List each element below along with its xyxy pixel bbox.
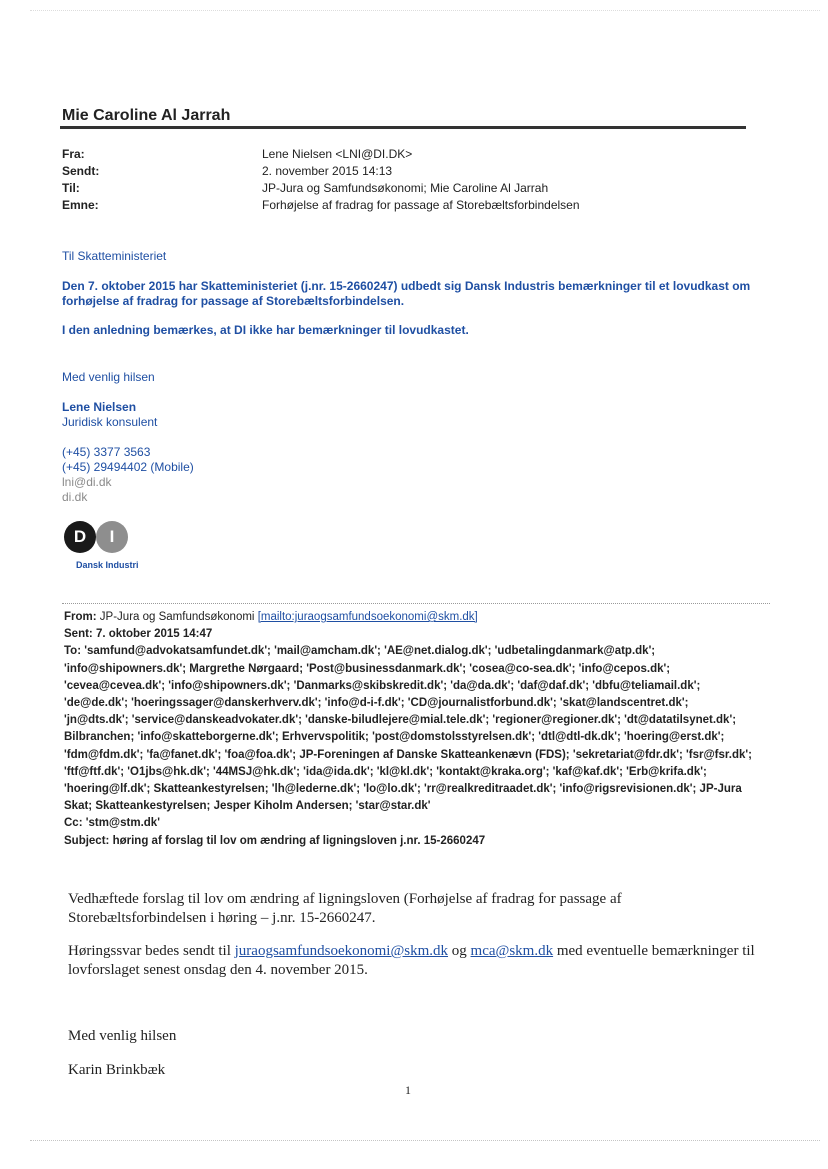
forwarded-from-mailto[interactable]: [mailto:juraogsamfundsoekonomi@skm.dk] [257,611,478,623]
di-logo-caption: Dansk Industri [76,560,139,570]
sent-value: 2. november 2015 14:13 [262,164,393,178]
signature-phone: (+45) 3377 3563 [62,445,151,459]
forwarded-subject-value: høring af forslag til lov om ændring af ligningsloven j.nr. 15-2660247 [112,834,486,847]
scan-bottom-edge [30,1140,820,1141]
forwarded-sent-value: 7. oktober 2015 14:47 [95,628,213,641]
email-link-mca[interactable]: mca@skm.dk [470,943,554,959]
signature-email[interactable]: lni@di.dk [62,475,112,489]
from-value: Lene Nielsen <LNI@DI.DK> [262,147,413,161]
forwarded-to-value: 'samfund@advokatsamfundet.dk'; 'mail@amcham.dk'; 'AE@net.dialog.dk'; 'udbetalingdanmark@atp.dk'; 'info@shipowners.dk'; Margrethe Nørgaard; 'Post@businessdanmark.dk'; 'cosea@co-sea.dk'; 'info@cepos.dk'; 'cevea@cevea.dk'; 'info@shipowners.dk'; 'Danmarks@skibskredit.dk'; 'da@da.dk'; 'daf@daf.dk'; 'dbfu@teliamail.dk'; 'de@de.dk'; 'hoeringssager@danskerhverv.dk'; 'info@d-i-f.dk'; 'CD@journalistforbund.dk'; 'skat@landscentret.dk'; 'jn@dts.dk'; 'service@danskeadvokater.dk'; 'danske-biludlejere@mial.tele.dk'; 'regioner@regioner.dk'; 'dt@datatilsynet.dk'; Bilbranchen; 'info@skatteborgerne.dk'; Erhvervspolitik; 'post@domstolsstyrelsen.dk'; 'dtl@dtl-dk.dk'; 'hoering@erst.dk'; 'fdm@fdm.dk'; 'fa@fanet.dk'; 'foa@foa.dk'; JP-Foreningen af Danske Skatteankenævn (FDS); 'sekretariat@fdr.dk'; 'fsr@fsr.dk'; 'ftf@ftf.dk'; 'O1jbs@hk.dk'; '44MSJ@hk.dk'; 'ida@ida.dk'; 'kl@kl.dk'; 'kontakt@kraka.org'; 'kaf@kaf.dk'; 'Erb@krifa.dk'; 'hoering@lf.dk'; Skatteankestyrelsen; 'lh@lederne.dk'; 'lo@lo.dk'; 'rr@realkreditraadet.dk'; 'info@rigsrevisionen.dk'; JP-Jura Skat; Skatteankestyrelsen; Jesper Kiholm Andersen; 'star@star.dk' [64,645,752,813]
forward-divider [62,603,770,604]
from-label: Fra: [62,147,85,161]
signature-title: Juridisk konsulent [62,415,158,429]
forwarded-sent-line [64,626,754,643]
mailbox-owner-name: Mie Caroline Al Jarrah [62,107,231,124]
forwarded-paragraph-1: Vedhæftede forslag til lov om ændring af ligningsloven (Forhøjelse af fradrag for passage af Storebæltsforbindelsen i høring – j.nr. 15-2660247. [68,891,622,926]
forwarded-from-line [64,609,754,626]
di-logo-d: D [64,521,96,553]
header-rule [60,126,746,129]
forwarded-subject-label: Subject: [64,834,110,847]
forwarded-cc-label: Cc: [64,817,83,830]
to-value: JP-Jura og Samfundsøkonomi; Mie Caroline Al Jarrah [262,181,549,195]
forwarded-from-label: From: [64,611,97,623]
to-label: Til: [62,181,80,195]
reply-paragraph-1: Den 7. oktober 2015 har Skatteministeriet (j.nr. 15-2660247) udbedt sig Dansk Industris bemærkninger til et lovudkast om forhøjelse af fradrag for passage af Storebæltsforbindelsen. [62,279,751,308]
forwarded-from-value: JP-Jura og Samfundsøkonomi [99,611,255,623]
forwarded-closing: Med venlig hilsen [68,1028,177,1044]
reply-paragraph-2: I den anledning bemærkes, at DI ikke har bemærkninger til lovudkastet. [62,323,469,337]
forwarded-cc-value: 'stm@stm.dk' [85,817,160,830]
forwarded-sent-label: Sent: [64,628,93,641]
forwarded-cc-line [64,815,754,832]
salutation: Til Skatteministeriet [62,249,167,263]
forwarded-paragraph-2-suffix: med eventuelle bemærkninger til lovforslaget senest onsdag den 4. november 2015. [68,943,755,978]
email-link-juraogsamfundsoekonomi[interactable]: juraogsamfundsoekonomi@skm.dk [234,943,449,959]
subject-value: Forhøjelse af fradrag for passage af Storebæltsforbindelsen [262,198,580,212]
page-number: 1 [405,1083,411,1097]
forwarded-subject-line [64,833,754,850]
signature-website[interactable]: di.dk [62,490,88,504]
forwarded-to-line [64,643,754,815]
signature-mobile: (+45) 29494402 (Mobile) [62,460,194,474]
forwarded-signature: Karin Brinkbæk [68,1062,166,1078]
forwarded-paragraph-2-og: og [451,943,467,959]
signature-name: Lene Nielsen [62,400,137,414]
forwarded-paragraph-2 [68,942,758,980]
sent-label: Sendt: [62,164,100,178]
forwarded-to-label: To: [64,645,82,658]
di-logo-i: I [96,521,128,553]
scan-top-edge [30,10,820,11]
closing: Med venlig hilsen [62,370,155,384]
forwarded-header [64,609,754,850]
subject-label: Emne: [62,198,99,212]
forwarded-paragraph-2-prefix: Høringssvar bedes sendt til [68,943,231,959]
